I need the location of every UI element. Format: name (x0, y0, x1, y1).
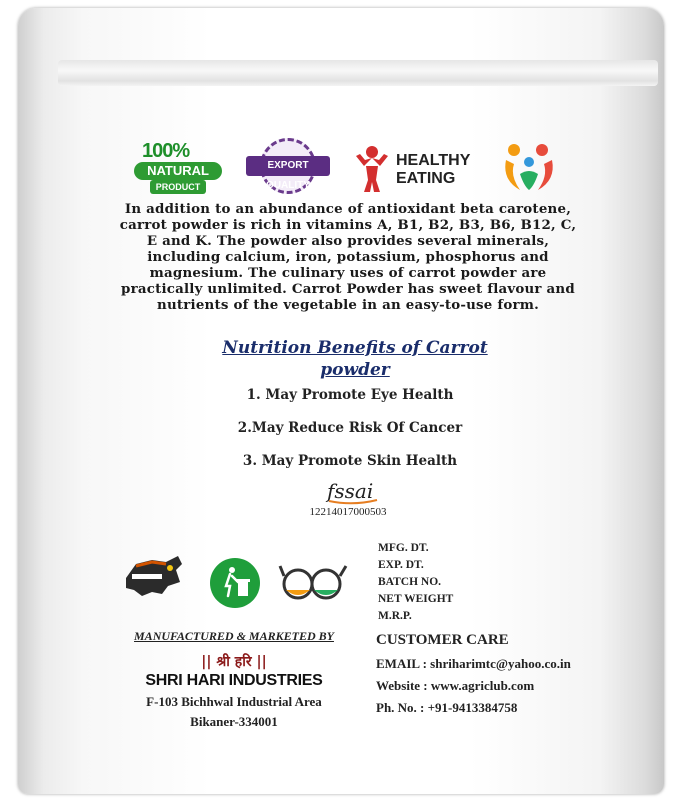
customer-care-heading: CUSTOMER CARE (376, 632, 509, 648)
fssai-license: 12214017000503 (309, 506, 387, 518)
benefit-item: 1. May Promote Eye Health (246, 387, 454, 403)
zip-seal (58, 60, 658, 86)
family-care-icon (500, 140, 558, 196)
field-label: MFG. DT. (378, 542, 429, 554)
fssai-logo (323, 478, 383, 506)
customer-email: EMAIL : shriharimtc@yahoo.co.in (376, 656, 571, 671)
shri-hari-text: || श्री हरि || (201, 654, 267, 670)
manufacturer-heading: MANUFACTURED & MARKETED BY (134, 629, 334, 643)
muscle-figure-icon (352, 144, 392, 194)
natural-percent: 100% (142, 140, 190, 162)
customer-phone: Ph. No. : +91-9413384758 (376, 700, 518, 715)
company-name: SHRI HARI INDUSTRIES (145, 672, 323, 689)
export-quality-badge (246, 138, 330, 196)
fssai-logo-text: fssai (327, 479, 374, 503)
field-label: NET WEIGHT (378, 593, 454, 605)
dustbin-icon (208, 556, 262, 610)
product-fields (378, 540, 453, 625)
healthy-text: HEALTHY (396, 152, 471, 169)
field-label: BATCH NO. (378, 576, 442, 588)
address-line: Bikaner-334001 (190, 714, 278, 729)
benefit-item: 2.May Reduce Risk Of Cancer (237, 420, 463, 436)
make-in-india-icon (122, 548, 186, 598)
export-band: EXPORT QUALITY (246, 156, 330, 176)
natural-ribbon: NATURAL (134, 162, 222, 180)
customer-website: Website : www.agriclub.com (376, 678, 535, 693)
field-label: EXP. DT. (378, 559, 424, 571)
address-line: F-103 Bichhwal Industrial Area (146, 694, 322, 709)
natural-product-badge (134, 140, 222, 196)
nutrition-title-line1: Nutrition Benefits of Carrot (222, 338, 488, 358)
badge-row (120, 138, 560, 200)
product-description: In addition to an abundance of antioxidant beta carotene, carrot powder is rich in vitamins A, B1, B2, B3, B6, B12, C, E and K. The powder also provides several minerals, including calcium, iron, potassium, phosphorus and magnesium. The culinary uses of carrot powder are practically unlimited. Carrot Powder has sweet flavour and nutrients of the vegetable in an easy-to-use form. (119, 201, 577, 313)
nutrition-title (160, 337, 550, 381)
eating-text: EATING (396, 170, 456, 187)
healthy-eating-badge (352, 144, 482, 194)
swachh-bharat-icon (278, 560, 348, 604)
nutrition-title-line2: powder (320, 360, 390, 380)
natural-sub: PRODUCT (150, 180, 206, 194)
field-label: M.R.P. (378, 610, 412, 622)
benefit-item: 3. May Promote Skin Health (242, 453, 458, 469)
